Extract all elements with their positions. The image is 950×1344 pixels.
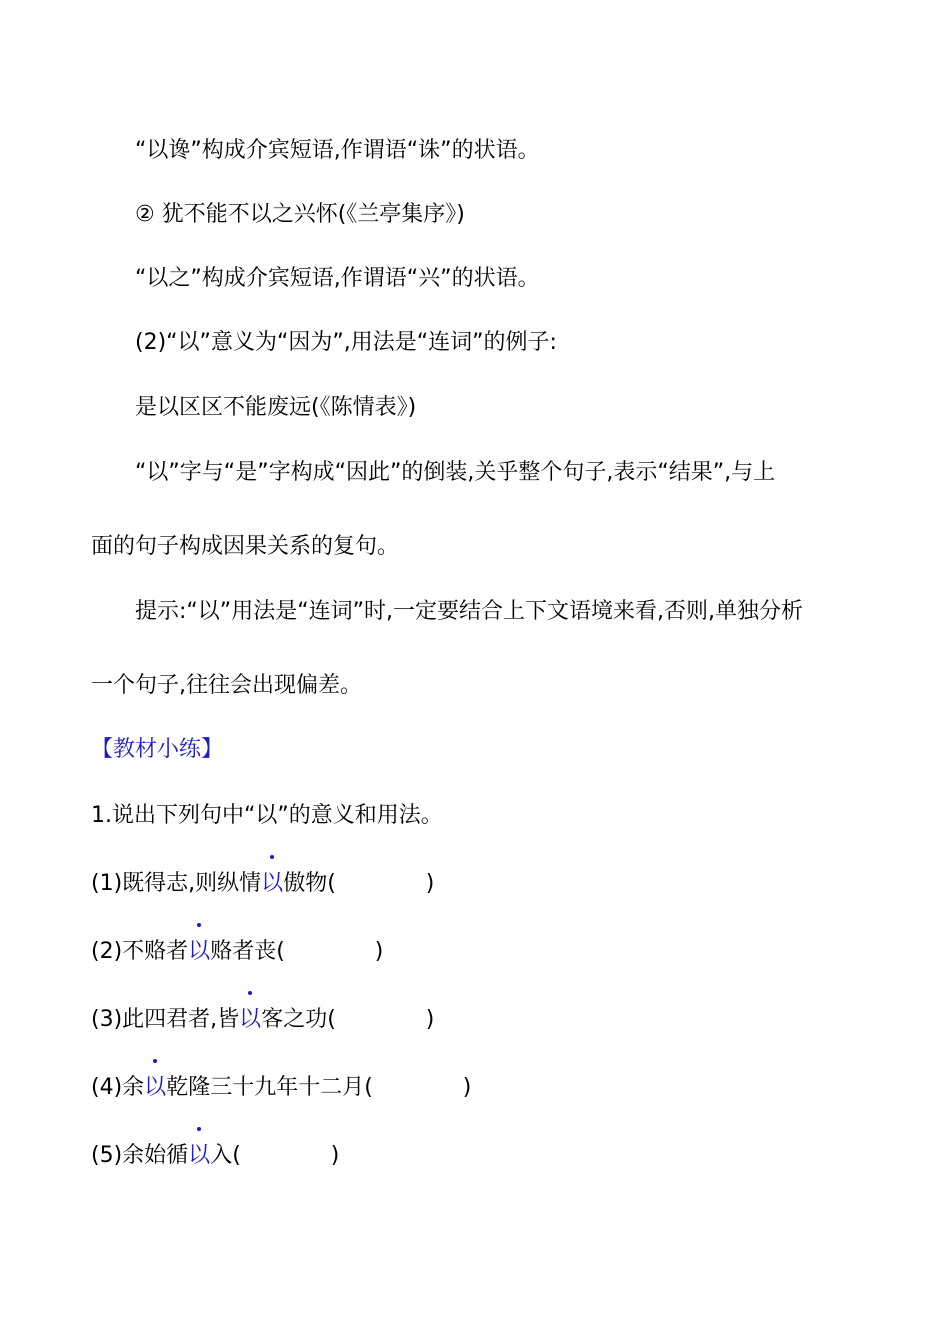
section-heading: 【教材小练】	[91, 737, 224, 762]
emphasized-char: 以	[239, 1005, 261, 1035]
item-text-before: (1)既得志,则纵情	[91, 871, 262, 896]
item-close-paren: )	[374, 939, 384, 964]
emphasized-char: 以	[261, 869, 283, 899]
exercise-item-3	[91, 1005, 434, 1035]
exercise-item-4	[91, 1073, 471, 1103]
item-close-paren: )	[425, 871, 435, 896]
item-text-after: 入(	[210, 1143, 241, 1168]
emphasized-char: 以	[144, 1073, 166, 1103]
exercise-item-5	[91, 1141, 339, 1171]
exercise-title: 1.说出下列句中“以”的意义和用法。	[91, 803, 443, 828]
exercise-item-1	[91, 869, 434, 899]
paragraph-7-line-1: 提示:“以”用法是“连词”时,一定要结合上下文语境来看,否则,单独分析	[135, 599, 803, 624]
item-close-paren: )	[330, 1143, 340, 1168]
paragraph-4: (2)“以”意义为“因为”,用法是“连词”的例子:	[135, 330, 557, 355]
item-text-after: 客之功(	[261, 1007, 336, 1032]
emphasized-char: 以	[188, 1141, 210, 1171]
item-text-after: 赂者丧(	[210, 939, 285, 964]
item-text-before: (4)余	[91, 1075, 145, 1100]
paragraph-5: 是以区区不能废远(《陈情表》)	[135, 395, 417, 420]
emphasized-char: 以	[188, 937, 210, 967]
paragraph-2: ② 犹不能不以之兴怀(《兰亭集序》)	[135, 202, 465, 227]
exercise-item-2	[91, 937, 383, 967]
item-close-paren: )	[462, 1075, 472, 1100]
item-text-after: 傲物(	[283, 871, 336, 896]
item-text-after: 乾隆三十九年十二月(	[166, 1075, 373, 1100]
item-text-before: (2)不赂者	[91, 939, 189, 964]
paragraph-6-line-1: “以”字与“是”字构成“因此”的倒装,关乎整个句子,表示“结果”,与上	[135, 460, 776, 485]
paragraph-3: “以之”构成介宾短语,作谓语“兴”的状语。	[135, 266, 540, 291]
item-text-before: (5)余始循	[91, 1143, 189, 1168]
paragraph-1: “以谗”构成介宾短语,作谓语“诛”的状语。	[135, 138, 540, 163]
paragraph-7-line-2: 一个句子,往往会出现偏差。	[91, 673, 362, 698]
paragraph-6-line-2: 面的句子构成因果关系的复句。	[91, 534, 400, 559]
item-close-paren: )	[425, 1007, 435, 1032]
item-text-before: (3)此四君者,皆	[91, 1007, 240, 1032]
